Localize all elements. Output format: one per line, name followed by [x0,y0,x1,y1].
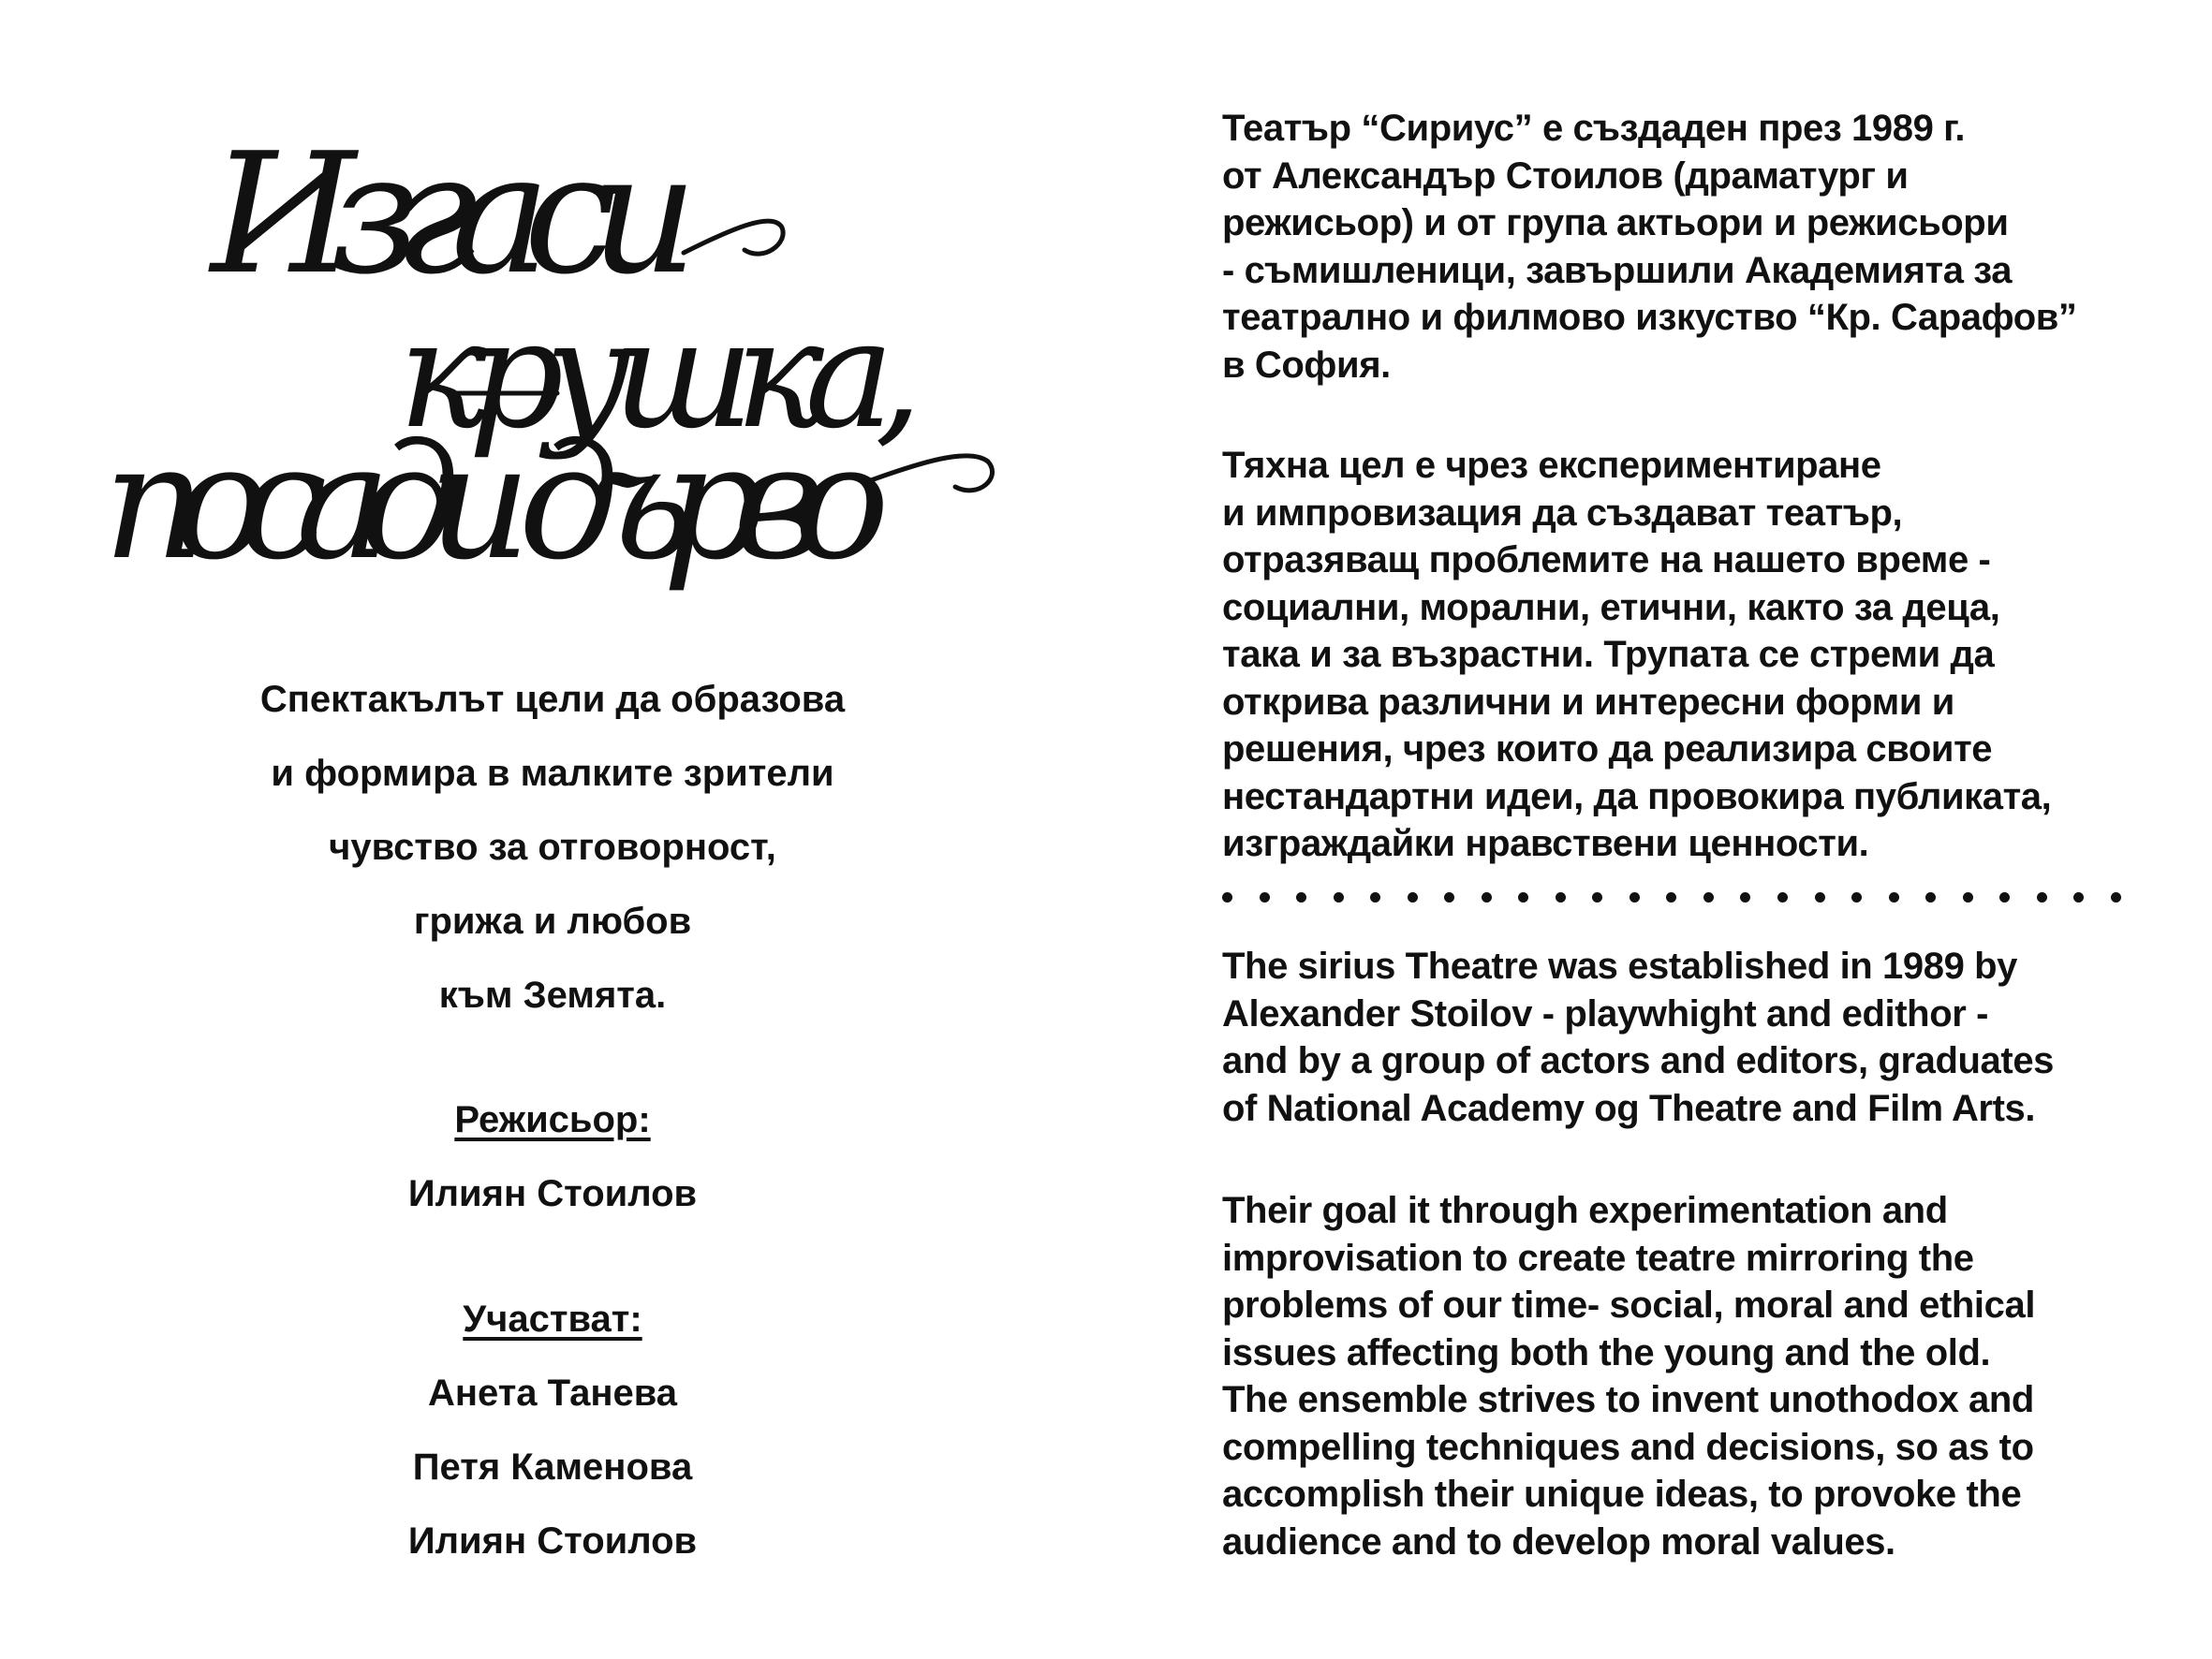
text-line: issues affecting both the young and the old. [1222,1331,1991,1373]
text-line: Тяхна цел е чрез експериментиране [1222,445,1881,486]
intro-line: чувство за отговорност, [329,827,776,868]
director-block [243,1083,862,1231]
divider-dot [1592,892,1602,903]
divider-dot [1963,892,1973,903]
left-panel [0,0,1105,1659]
text-line: Alexander Stoilov - playwhight and edithor - [1222,992,1989,1035]
text-line: социални, морални, етични, както за деца, [1222,586,2000,628]
divider-dot [1777,892,1788,903]
divider-dot [2111,892,2121,903]
title-svg [84,89,1030,660]
divider-dot [1518,892,1528,903]
text-line: отразяващ проблемите на нашето време - [1222,539,1991,580]
divider-dot [1999,892,2010,903]
text-line: - съмишленици, завършили Академията за [1222,249,2013,291]
calligraphy-title [84,89,1030,660]
about-bg-paragraph-2 [1222,442,2159,868]
divider-dot [1925,892,1936,903]
cast-block [243,1283,862,1578]
divider-dot [1630,892,1640,903]
text-line: така и за възрастни. Трупата се стреми да [1222,634,1995,675]
divider-dot [1703,892,1714,903]
text-line: improvisation to create teatre mirroring the [1222,1237,1974,1279]
text-line: театрално и филмово изкуство “Кр. Сарафов” [1222,297,2077,338]
title-line-1: Изгаси [211,117,698,311]
text-line: Театър “Сириус” е създаден през 1989 г. [1222,108,1966,149]
intro-line: и формира в малките зрители [271,753,834,794]
director-label: Режисьор: [454,1099,651,1140]
divider-dot [1334,892,1344,903]
text-line: The ensemble strives to invent unothodox and [1222,1379,2034,1420]
dotted-divider [1222,888,2121,906]
about-bg-paragraph-1 [1222,105,2159,389]
text-line: нестандартни идеи, да провокира публиката, [1222,775,2052,817]
about-en-paragraph-1 [1222,943,2159,1132]
divider-dot [1482,892,1492,903]
divider-dot [1260,892,1270,903]
cast-member: Илиян Стоилов [407,1520,698,1562]
divider-dot [1222,892,1232,903]
title-line-3: посади дърво [103,410,890,595]
text-line: audience and to develop moral values. [1222,1520,1895,1563]
divider-dot [2037,892,2047,903]
intro-line: към Земята. [438,975,667,1016]
text-line: открива различни и интересни форми и [1222,681,1954,723]
title-line-2: крушка, [398,286,922,462]
divider-dot [1889,892,1899,903]
text-line: problems of our time- social, moral and ethical [1222,1285,2036,1326]
divider-dot [1666,892,1676,903]
text-line: в София. [1222,344,1391,386]
intro-line: грижа и любов [413,901,692,942]
text-line: изграждайки нравствени ценности. [1222,823,1869,864]
intro-line: Спектакълът цели да образова [259,679,846,720]
director-name: Илиян Стоилов [407,1173,698,1214]
about-en-paragraph-2 [1222,1187,2159,1565]
divider-dot [1556,892,1566,903]
text-line: and by a group of actors and editors, graduates [1222,1040,2055,1081]
text-line: The sirius Theatre was established in 1989 by [1222,946,2018,987]
cast-member: Петя Каменова [412,1446,693,1488]
divider-dot [1444,892,1454,903]
text-line: от Александър Стоилов (драматург и [1222,154,1909,197]
text-line: of National Academy og Theatre and Film Arts. [1222,1087,2036,1129]
intro-text [243,663,862,1033]
divider-dot [1408,892,1418,903]
divider-dot [1851,892,1862,903]
text-line: и импровизация да създават театър, [1222,492,1903,534]
title-swash-top [684,221,783,254]
text-line: compelling techniques and decisions, so as to [1222,1426,2034,1468]
divider-dot [1740,892,1750,903]
divider-dot [1370,892,1380,903]
divider-dot [1296,892,1306,903]
divider-dot [2073,892,2084,903]
cast-label: Участват: [463,1299,642,1340]
divider-dot [1815,892,1825,903]
text-line: Their goal it through experimentation and [1222,1190,1948,1231]
cast-member: Анета Танева [427,1373,678,1414]
text-line: режисьор) и от група актьори и режисьори [1222,202,2009,243]
text-line: решения, чрез които да реализира своите [1222,728,1993,770]
text-line: accomplish their unique ideas, to provoke the [1222,1474,2022,1515]
right-panel [1222,0,2159,1659]
